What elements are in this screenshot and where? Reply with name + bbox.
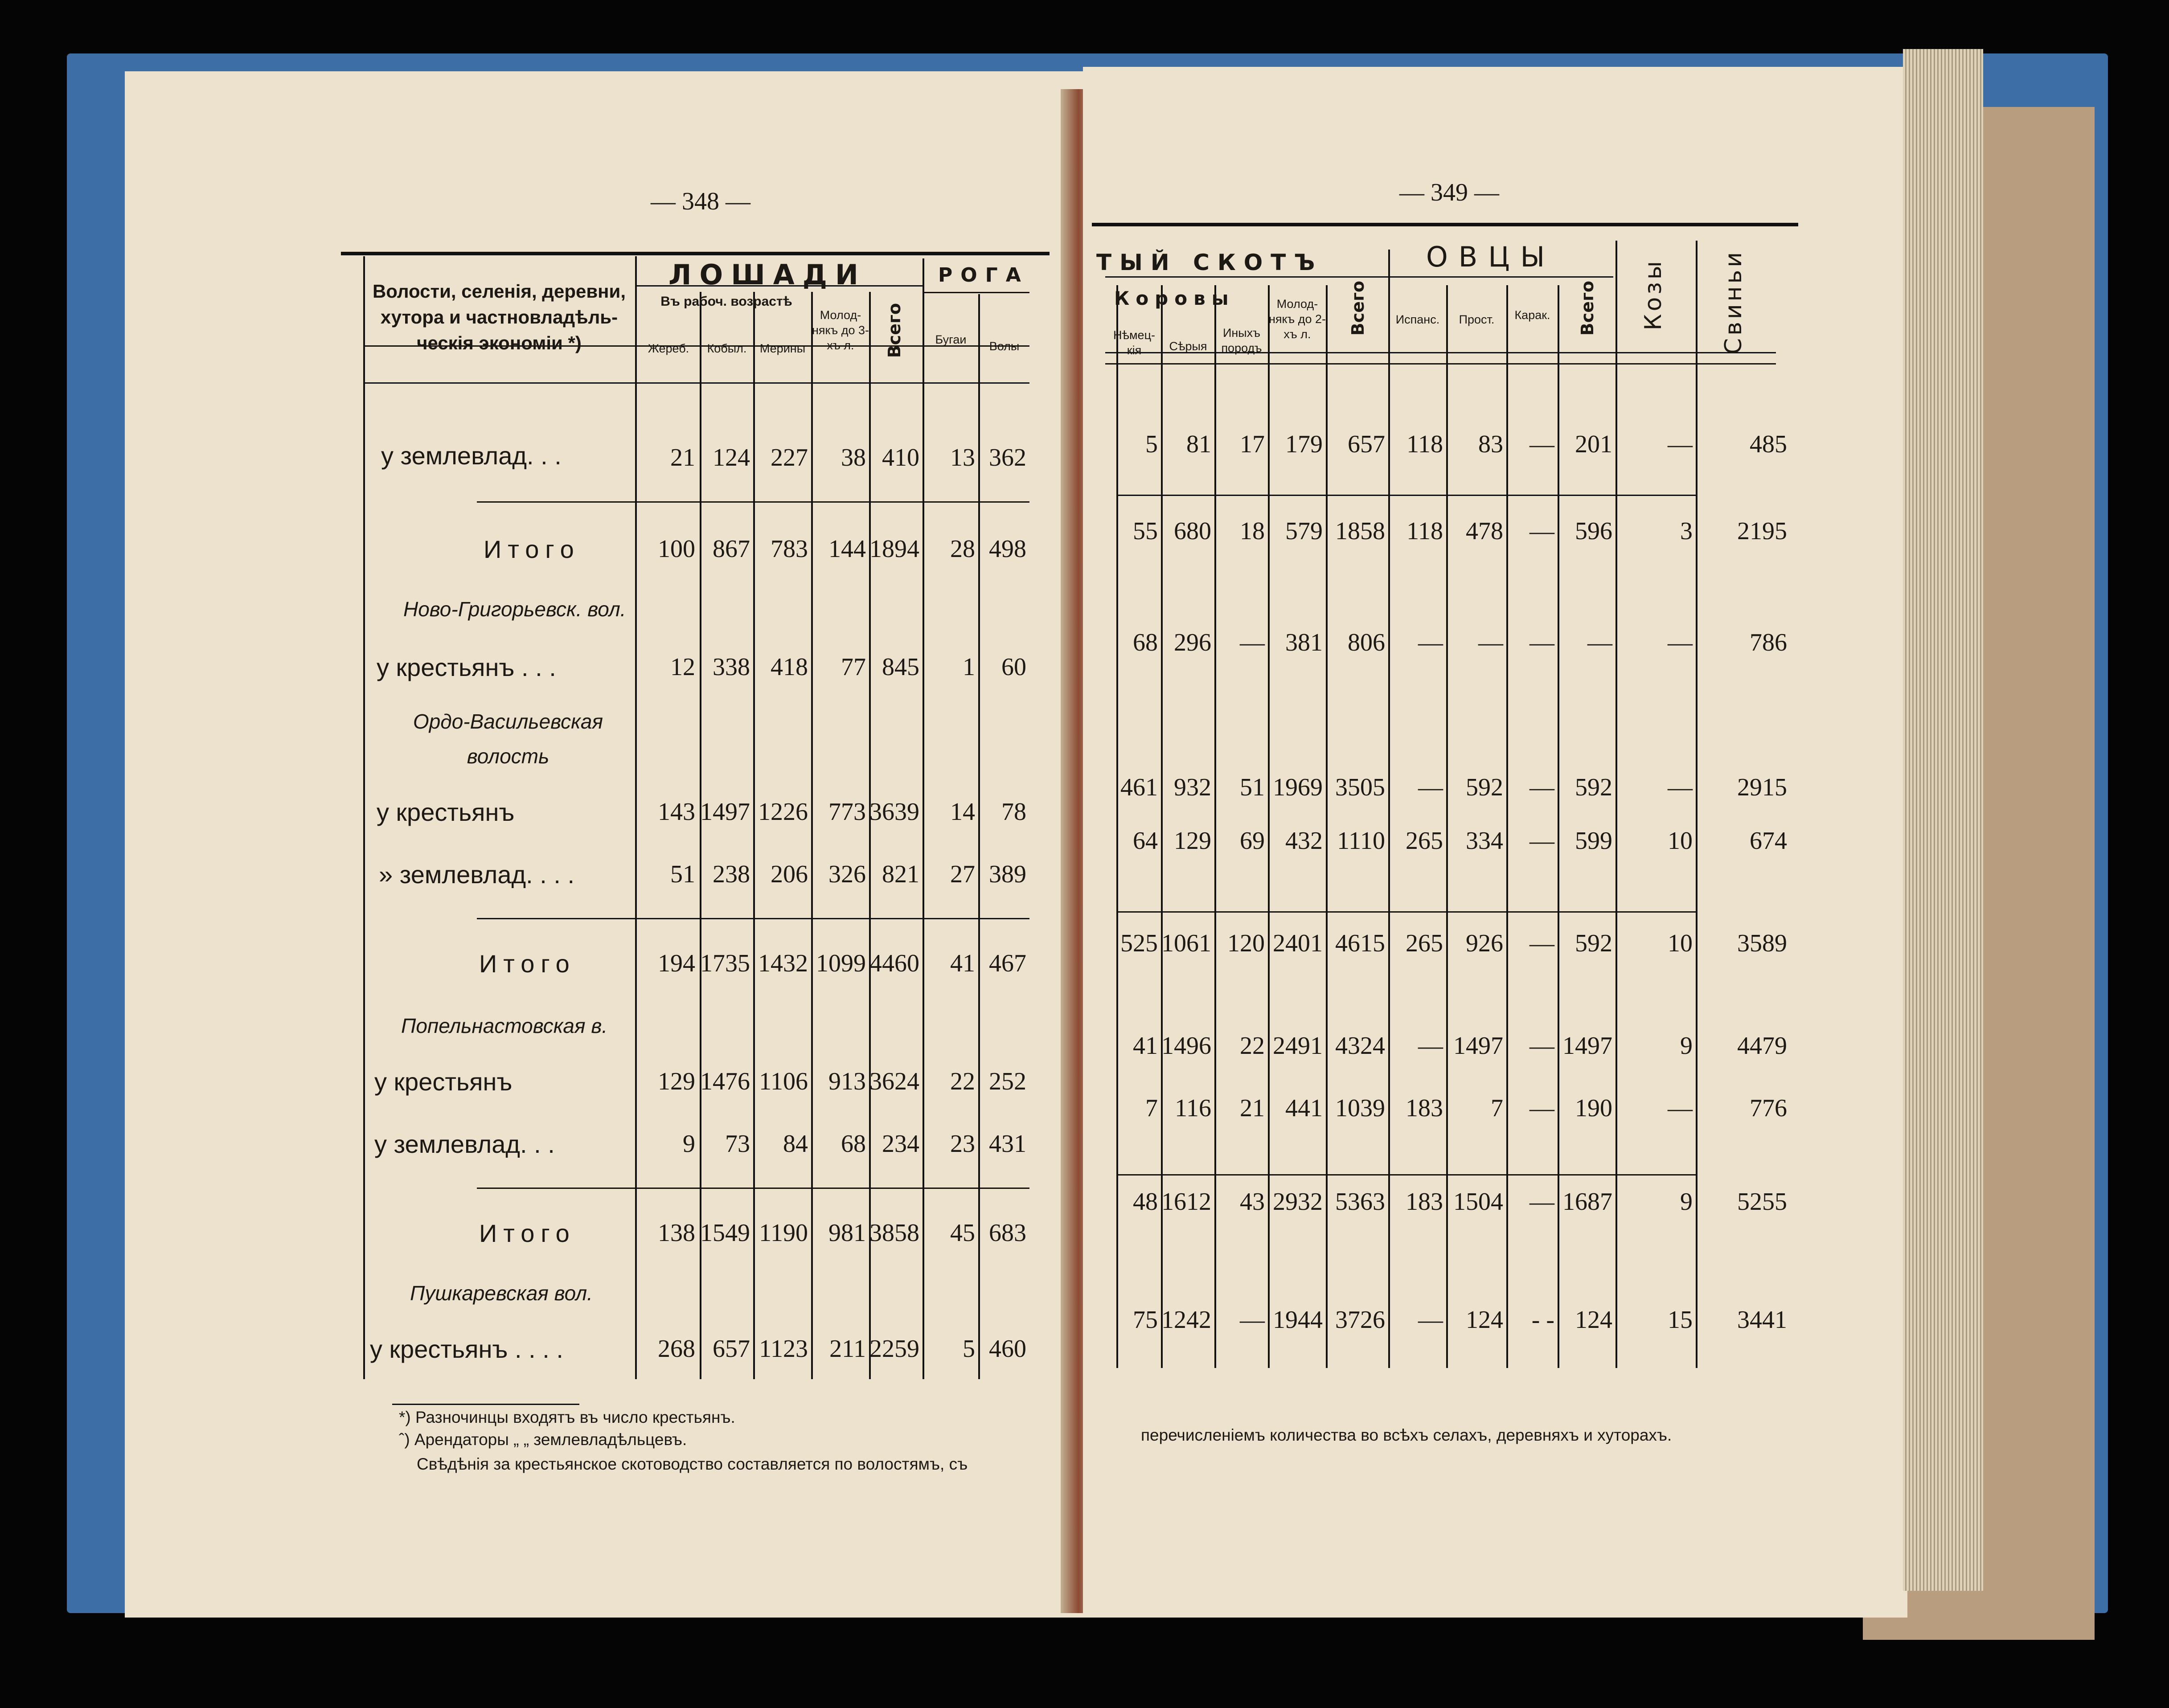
table-cell: 5 (1145, 430, 1158, 458)
table-cell: 75 (1133, 1306, 1158, 1334)
working-age-header: Въ рабоч. возрастѣ (660, 294, 792, 309)
pigs-header: Свиньи (1720, 250, 1747, 355)
table-cell: 124 (1466, 1306, 1503, 1334)
table-cell: 1226 (758, 798, 808, 826)
table-cell: 2932 (1273, 1188, 1323, 1216)
table-cell: 5363 (1335, 1188, 1385, 1216)
table-cell: — (1529, 1188, 1554, 1216)
col-line (1446, 285, 1448, 1368)
table-cell: 674 (1750, 827, 1787, 855)
table-cell: 913 (828, 1068, 866, 1095)
col-line (811, 292, 813, 1379)
table-cell: 845 (882, 653, 919, 681)
col-header: Бугаи (935, 333, 967, 346)
table-cell: 441 (1285, 1094, 1323, 1122)
table-cell: 7 (1491, 1094, 1503, 1122)
table-cell: 1944 (1273, 1306, 1323, 1334)
col-line (1268, 285, 1270, 1368)
table-cell: — (1668, 1094, 1693, 1122)
row-label: у землевлад. . . (381, 442, 562, 470)
table-cell: 1432 (758, 950, 808, 977)
col-line (869, 292, 871, 1379)
table-cell: 592 (1575, 774, 1612, 801)
table-cell: 1123 (759, 1335, 808, 1363)
col-line (1388, 250, 1390, 1368)
table-cell: 23 (950, 1130, 975, 1158)
table-cell: 525 (1120, 930, 1158, 957)
table-cell: 1242 (1161, 1306, 1211, 1334)
table-cell: 381 (1285, 629, 1323, 656)
table-cell: 190 (1575, 1094, 1612, 1122)
table-cell: 1 (963, 653, 975, 681)
table-cell: 926 (1466, 930, 1503, 957)
table-cell: 43 (1240, 1188, 1265, 1216)
table-cell: 143 (658, 798, 695, 826)
table-cell: 138 (658, 1219, 695, 1247)
table-cell: 268 (658, 1335, 695, 1363)
footnote: Свѣдѣнія за крестьянское скотоводство составляется по волостямъ, съ (417, 1455, 968, 1473)
table-cell: 21 (670, 444, 695, 471)
right-top-rule (1092, 223, 1798, 226)
table-cell: 4479 (1737, 1032, 1787, 1060)
row-label: у землевлад. . . (374, 1130, 555, 1158)
table-cell: 334 (1466, 827, 1503, 855)
row-label-total: Итого (484, 535, 580, 563)
total-rule (477, 918, 1029, 919)
col-header: Всего (1348, 281, 1368, 336)
cattle-group-header: ТЫЙ СКОТЪ (1096, 250, 1323, 275)
table-cell: — (1418, 774, 1443, 801)
table-cell: 1894 (869, 535, 919, 563)
table-cell: 81 (1186, 430, 1211, 458)
group-rule (1105, 276, 1613, 278)
left-top-rule (341, 252, 1050, 255)
table-cell: 3505 (1335, 774, 1385, 801)
table-cell: 7 (1145, 1094, 1158, 1122)
row-label-total: Итого (479, 1219, 576, 1247)
left-page-number: — 348 — (651, 188, 750, 215)
row-label: » землевлад. . . . (379, 860, 575, 889)
table-cell: 129 (1174, 827, 1211, 855)
row-label: у крестьянъ (377, 798, 515, 826)
table-cell: 68 (841, 1130, 866, 1158)
table-cell: — (1529, 629, 1554, 656)
footnote: *) Разночинцы входятъ въ число крестьянъ. (399, 1408, 735, 1426)
table-cell: 4460 (869, 950, 919, 977)
table-cell: 73 (725, 1130, 750, 1158)
row-label: у крестьянъ (374, 1068, 513, 1096)
table-cell: 10 (1668, 930, 1693, 957)
table-cell: 592 (1466, 774, 1503, 801)
table-cell: 238 (713, 860, 750, 888)
page-stack (1903, 49, 1983, 1591)
table-cell: 12 (670, 653, 695, 681)
table-cell: 485 (1750, 430, 1787, 458)
table-cell: 201 (1575, 430, 1612, 458)
table-cell: — (1418, 1032, 1443, 1060)
table-cell: 124 (1575, 1306, 1612, 1334)
table-cell: 179 (1285, 430, 1323, 458)
table-cell: 124 (713, 444, 750, 471)
table-cell: 460 (989, 1335, 1026, 1363)
table-cell: — (1668, 774, 1693, 801)
table-cell: 118 (1406, 517, 1443, 545)
table-cell: — (1529, 930, 1554, 957)
table-cell: 1061 (1161, 930, 1211, 957)
table-cell: 211 (829, 1335, 866, 1363)
table-cell: — (1668, 629, 1693, 656)
left-label-header: Волости, селенія, деревни, хутора и частновладѣль-ческія экономіи *) (372, 281, 626, 353)
table-cell: 296 (1174, 629, 1211, 656)
table-cell: 1497 (700, 798, 750, 826)
table-cell: 234 (882, 1130, 919, 1158)
table-cell: 1549 (700, 1219, 750, 1247)
table-cell: 265 (1406, 930, 1443, 957)
table-cell: 183 (1406, 1188, 1443, 1216)
table-cell: 227 (771, 444, 808, 471)
table-cell: 2491 (1273, 1032, 1323, 1060)
table-cell: 1497 (1562, 1032, 1612, 1060)
row-label-total: Итого (479, 950, 576, 978)
col-line (978, 294, 980, 1379)
table-cell: 78 (1001, 798, 1026, 826)
table-cell: 1039 (1335, 1094, 1385, 1122)
table-cell: 69 (1240, 827, 1265, 855)
footnote-rule (392, 1404, 579, 1405)
table-cell: 18 (1240, 517, 1265, 545)
table-cell: 60 (1001, 653, 1026, 681)
table-cell: 5255 (1737, 1188, 1787, 1216)
table-cell: 1858 (1335, 517, 1385, 545)
table-cell: 83 (1478, 430, 1503, 458)
footnote-continuation: перечисленіемъ количества во всѣхъ селахъ, деревняхъ и хуторахъ. (1141, 1426, 1672, 1444)
table-cell: 28 (950, 535, 975, 563)
col-header: Волы (989, 340, 1020, 353)
table-cell: 252 (989, 1068, 1026, 1095)
col-header: Нѣмец-кія (1113, 328, 1156, 357)
table-cell: 389 (989, 860, 1026, 888)
table-cell: 15 (1668, 1306, 1693, 1334)
col-header: Прост. (1459, 313, 1495, 326)
table-cell: 683 (989, 1219, 1026, 1247)
table-cell: 9 (1680, 1188, 1693, 1216)
table-cell: 467 (989, 950, 1026, 977)
group-rule (923, 292, 1029, 293)
table-cell: 1497 (1453, 1032, 1503, 1060)
table-cell: — (1240, 1306, 1265, 1334)
table-cell: 1099 (816, 950, 866, 977)
col-header: Иныхъ породъ (1221, 326, 1262, 355)
horned-group-header: РОГА (938, 264, 1029, 287)
col-header: Молод-някъ до 2-хъ л. (1269, 297, 1326, 341)
volost-heading: Попельнастовская в. (401, 1014, 608, 1037)
volost-heading: Ново-Григорьевск. вол. (403, 598, 626, 621)
table-cell: 867 (713, 535, 750, 563)
col-header: Всего (1578, 281, 1597, 336)
horses-group-header: ЛОШАДИ (668, 258, 866, 291)
table-cell: 498 (989, 535, 1026, 563)
table-cell: 657 (1348, 430, 1385, 458)
col-header: Карак. (1514, 308, 1550, 322)
table-cell: — (1529, 1094, 1554, 1122)
table-cell: — (1529, 827, 1554, 855)
table-cell: — (1478, 629, 1503, 656)
total-rule (1116, 911, 1696, 913)
table-cell: 657 (713, 1335, 750, 1363)
table-cell: 9 (683, 1130, 695, 1158)
col-header: Жереб. (648, 342, 689, 355)
table-cell: 51 (670, 860, 695, 888)
table-cell: 38 (841, 444, 866, 471)
table-cell: 1110 (1337, 827, 1385, 855)
total-rule (1116, 1174, 1696, 1176)
table-cell: 41 (1133, 1032, 1158, 1060)
table-cell: 55 (1133, 517, 1158, 545)
table-cell: 461 (1120, 774, 1158, 801)
table-cell: 680 (1174, 517, 1211, 545)
right-header-rule-2 (1105, 363, 1776, 365)
table-cell: 786 (1750, 629, 1787, 656)
table-cell: 3639 (869, 798, 919, 826)
table-cell: 10 (1668, 827, 1693, 855)
footnote: ˆ) Арендаторы „ „ землевладѣльцевъ. (399, 1430, 687, 1449)
table-cell: 3624 (869, 1068, 919, 1095)
table-cell: — (1240, 629, 1265, 656)
table-cell: 206 (771, 860, 808, 888)
table-cell: 183 (1406, 1094, 1443, 1122)
table-cell: 194 (658, 950, 695, 977)
table-cell: 981 (828, 1219, 866, 1247)
table-cell: — (1529, 430, 1554, 458)
left-frame-line (363, 256, 365, 1379)
table-cell: 1496 (1161, 1032, 1211, 1060)
table-cell: 776 (1750, 1094, 1787, 1122)
goats-header: Козы (1640, 258, 1667, 331)
table-cell: 432 (1285, 827, 1323, 855)
table-cell: 806 (1348, 629, 1385, 656)
table-cell: 1504 (1453, 1188, 1503, 1216)
table-cell: 5 (963, 1335, 975, 1363)
table-cell: 418 (771, 653, 808, 681)
table-cell: 1476 (700, 1068, 750, 1095)
cows-header: Коровы (1114, 287, 1235, 309)
col-line (1558, 285, 1559, 1368)
table-cell: 579 (1285, 517, 1323, 545)
table-cell: 77 (841, 653, 866, 681)
table-cell: 120 (1227, 930, 1265, 957)
table-cell: — (1529, 517, 1554, 545)
col-header: Кобыл. (707, 342, 747, 355)
table-cell: 2401 (1273, 930, 1323, 957)
table-cell: 41 (950, 950, 975, 977)
total-rule (477, 1188, 1029, 1189)
col-line (923, 258, 924, 1379)
table-cell: 362 (989, 444, 1026, 471)
sheep-group-header: ОВЦЫ (1426, 241, 1556, 273)
table-cell: 3858 (869, 1219, 919, 1247)
table-cell: 1687 (1562, 1188, 1612, 1216)
col-line (1506, 285, 1508, 1368)
left-header-rule-2 (363, 382, 1029, 384)
table-cell: 1190 (759, 1219, 808, 1247)
table-cell: 2915 (1737, 774, 1787, 801)
table-cell: 478 (1466, 517, 1503, 545)
table-cell: 129 (658, 1068, 695, 1095)
table-cell: 3 (1680, 517, 1693, 545)
table-cell: 599 (1575, 827, 1612, 855)
table-cell: 338 (713, 653, 750, 681)
table-cell: 17 (1240, 430, 1265, 458)
table-cell: 13 (950, 444, 975, 471)
table-cell: — (1529, 1032, 1554, 1060)
table-cell: 118 (1406, 430, 1443, 458)
table-cell: 144 (828, 535, 866, 563)
col-line (1214, 285, 1216, 1368)
table-cell: 100 (658, 535, 695, 563)
table-cell: 51 (1240, 774, 1265, 801)
table-cell: — (1418, 1306, 1443, 1334)
col-line (1615, 241, 1617, 1368)
table-cell: 116 (1175, 1094, 1211, 1122)
table-cell: 21 (1240, 1094, 1265, 1122)
table-cell: 431 (989, 1130, 1026, 1158)
col-header: Молод-някъ до 3-хъ л. (812, 308, 869, 352)
table-cell: 410 (882, 444, 919, 471)
col-header: Испанс. (1395, 313, 1440, 326)
right-page-number: — 349 — (1399, 179, 1499, 206)
table-cell: 14 (950, 798, 975, 826)
col-line (1326, 285, 1328, 1368)
table-cell: 68 (1133, 629, 1158, 656)
col-header: Сѣрыя (1169, 340, 1207, 353)
table-cell: 9 (1680, 1032, 1693, 1060)
col-line (1696, 241, 1697, 1368)
table-cell: 1612 (1161, 1188, 1211, 1216)
left-label-divider (635, 256, 637, 1379)
table-cell: 932 (1174, 774, 1211, 801)
table-cell: 3589 (1737, 930, 1787, 957)
table-cell: — (1529, 774, 1554, 801)
table-cell: 3441 (1737, 1306, 1787, 1334)
table-cell: 326 (828, 860, 866, 888)
table-cell: 84 (783, 1130, 808, 1158)
table-cell: 1106 (759, 1068, 808, 1095)
table-cell: 22 (1240, 1032, 1265, 1060)
table-cell: 27 (950, 860, 975, 888)
table-cell: 592 (1575, 930, 1612, 957)
table-cell: — (1418, 629, 1443, 656)
table-cell: 4615 (1335, 930, 1385, 957)
table-cell: 48 (1133, 1188, 1158, 1216)
col-line (1116, 285, 1118, 1368)
table-cell: - - (1531, 1306, 1554, 1334)
total-rule (1116, 495, 1696, 496)
table-cell: — (1587, 629, 1612, 656)
col-header: Мерины (759, 342, 806, 355)
col-line (700, 292, 701, 1379)
table-cell: 45 (950, 1219, 975, 1247)
table-cell: 64 (1133, 827, 1158, 855)
row-label: у крестьянъ . . . (377, 653, 556, 681)
table-cell: 783 (771, 535, 808, 563)
row-label: у крестьянъ . . . . (370, 1335, 563, 1363)
volost-heading: Ордо-Васильевская волость (413, 710, 603, 768)
table-cell: 773 (828, 798, 866, 826)
table-cell: 821 (882, 860, 919, 888)
table-cell: 22 (950, 1068, 975, 1095)
table-cell: 2259 (869, 1335, 919, 1363)
col-line (753, 292, 755, 1379)
col-header: Всего (885, 303, 904, 358)
table-cell: 265 (1406, 827, 1443, 855)
volost-heading: Пушкаревская вол. (410, 1282, 593, 1305)
table-cell: 2195 (1737, 517, 1787, 545)
total-rule (477, 501, 1029, 503)
table-cell: 596 (1575, 517, 1612, 545)
table-cell: 3726 (1335, 1306, 1385, 1334)
table-cell: 1969 (1273, 774, 1323, 801)
table-cell: 1735 (700, 950, 750, 977)
table-cell: 4324 (1335, 1032, 1385, 1060)
table-cell: — (1668, 430, 1693, 458)
